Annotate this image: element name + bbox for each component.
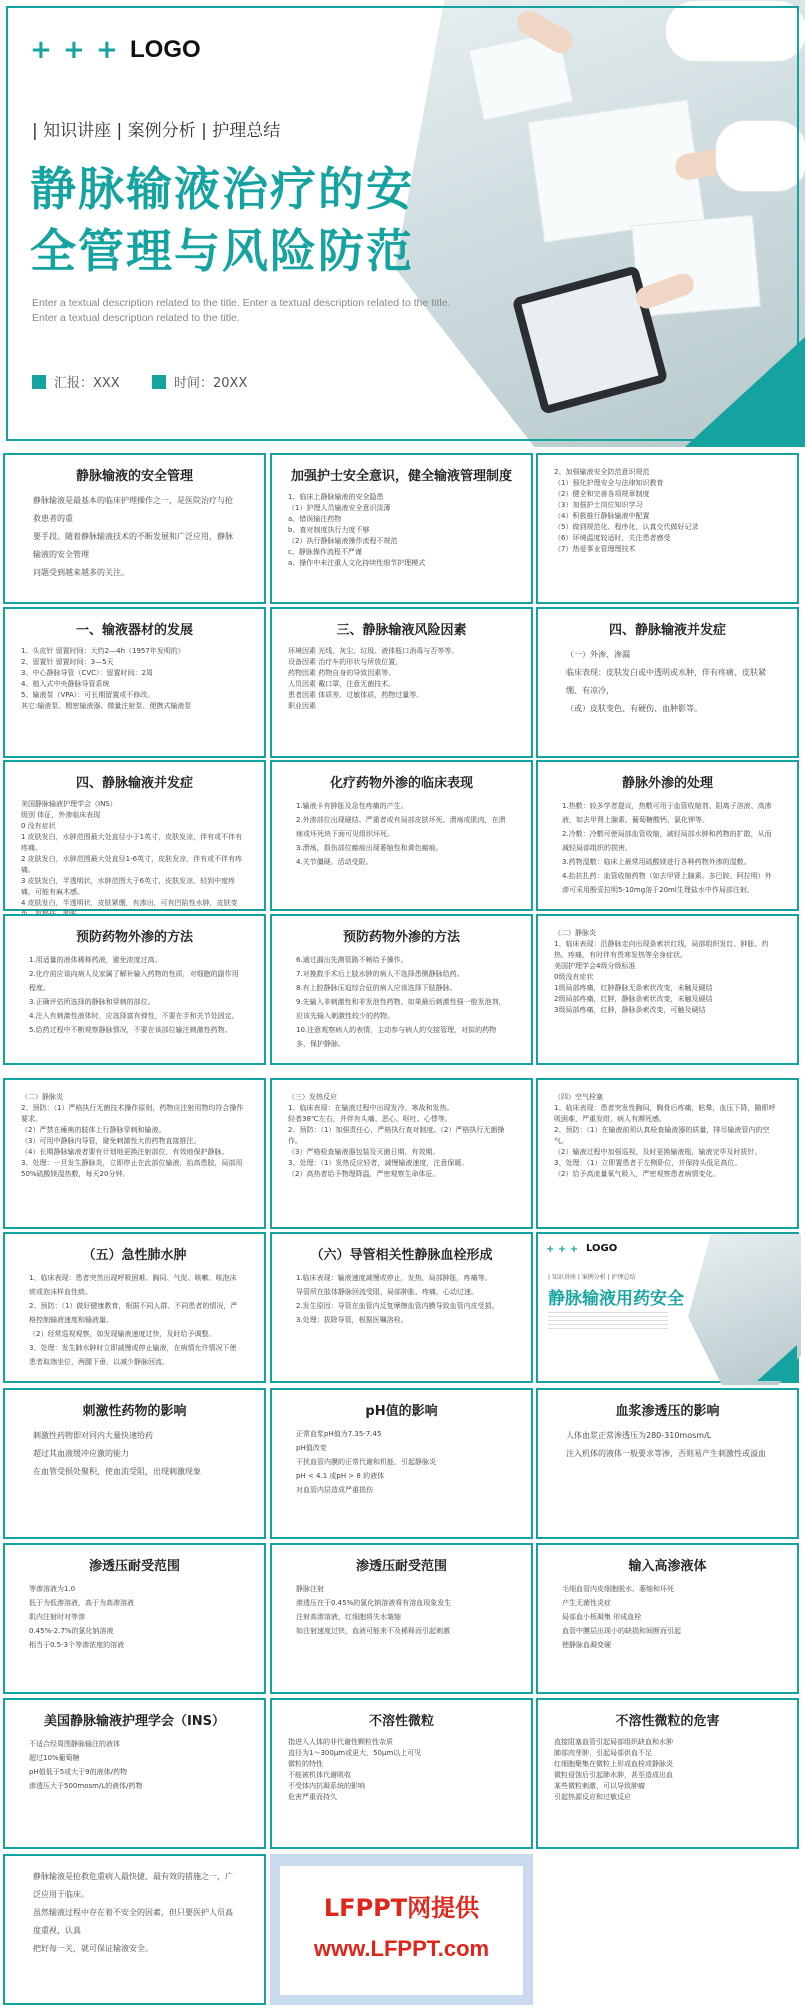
slide-text-line: 1、临床表现：沿静脉走向出现条索状红线，局部组织发红、肿胀、灼热、疼痛，有时伴有畏寒发热等全身症状。 <box>554 940 769 959</box>
slide-card <box>3 453 266 604</box>
slide-text-line: （5）做到规范化、程序化、认真交代做好记录 <box>554 523 699 531</box>
slide-text-line: 微粒侵蚀后引起肺水肿，甚至造成出血 <box>554 1771 673 1779</box>
slide-text-line: 3、处理：发生肺水肿时立即减慢或停止输液，在病情允许情况下使患者取端坐位，两腿下垂，以减少静脉回流。 <box>29 1344 237 1366</box>
mini-topic-tags: | 知识讲座 | 案例分析 | 护理总结 <box>548 1274 636 1281</box>
cover-slide <box>0 0 805 447</box>
slide-text-line: 微粒的特性 <box>288 1760 323 1768</box>
slide-text-line: 人体血浆正常渗透压为280-310mosm/L <box>566 1431 712 1440</box>
slide-text-line: a、错误输注药物 <box>288 515 342 523</box>
slide-card <box>3 1388 266 1539</box>
slide-text-line: 8.有上腔静脉压迫综合征的病人应该选择下肢静脉。 <box>296 984 457 992</box>
slide-text-line: 静脉输液是最基本的临床护理操作之一，是医院治疗与抢救患者的重 <box>33 496 233 523</box>
slide-body <box>538 1092 797 1180</box>
slide-text-line: 0级没有症状 <box>554 973 594 981</box>
slide-text-line: 肌内注射时对等渗 <box>29 1613 85 1621</box>
slide-text-line: 环境因素 光线、灰尘、垃圾、液体瓶口消毒与否等等。 <box>288 647 459 655</box>
slide-card <box>3 760 266 911</box>
slide-title: 静脉输液的安全管理 <box>75 469 193 484</box>
slide-text-line: 3、中心静脉导管（CVC）：留置时间：2周 <box>21 669 153 677</box>
slide-text-line: （2）严禁在瘫痪的肢体上行静脉穿刺和输液。 <box>21 1126 166 1134</box>
slide-text-line: 2、加强输液安全防范意识规范 <box>554 468 650 476</box>
slide-text-line: 2 皮肤发白，水肿范围最大处直径1-6英寸，皮肤发凉，伴有或不伴有疼痛。 <box>21 855 243 874</box>
slide-title: 四、静脉输液并发症 <box>608 623 726 638</box>
slide-title: 化疗药物外渗的临床表现 <box>329 776 473 791</box>
plus-icon: + <box>63 35 85 65</box>
slide-card <box>536 1543 799 1694</box>
promo-panel <box>280 1866 523 1995</box>
slide-text-line: 刺激性药物即对同内大量快速给药 <box>33 1431 153 1440</box>
slide-text-line: 5、输液泵（VPA）：可长期留置或不修改。 <box>21 691 155 699</box>
slide-body <box>5 1427 264 1481</box>
slide-text-line: 低于为低渗溶液，高于为高渗溶液 <box>29 1599 134 1607</box>
slide-text-line: （3）可用中静脉内导管，避免刺激性大的药物直接推注。 <box>21 1137 201 1145</box>
slide-text-line: （2）输液过程中加强巡视，及时更换输液瓶，输液完毕及时拔针。 <box>554 1148 762 1156</box>
page-title <box>30 158 470 282</box>
slide-text-line: （2）经常巡视观察，如发现输液速度过快，及时给予调整。 <box>29 1330 216 1338</box>
mini-cover-slide <box>536 1232 799 1383</box>
slide-text-line: （1）护理人员输液安全意识淡薄 <box>288 504 391 512</box>
slide-body <box>5 1737 264 1793</box>
promo-line-2[interactable]: www.LFPPT.com <box>313 1936 490 1961</box>
slide-text-line: 使静脉血凝变硬 <box>562 1641 611 1649</box>
slide-title: 渗透压耐受范围 <box>355 1559 447 1574</box>
slide-text-line: 3 皮肤发白，半透明状，水肿范围大于6英寸，皮肤发凉，轻到中度疼痛，可能有麻木感。 <box>21 877 236 896</box>
slide-text-line: 美国护理学会4级分级标准 <box>554 962 636 970</box>
slide-text-line: 患者因素 体质差、过敏体质，药物过量等。 <box>288 691 424 699</box>
slide-text-line: 1、临床表现：在输液过程中出现发冷、寒战和发热。 <box>288 1104 454 1112</box>
topic-tags: | 知识讲座 | 案例分析 | 护理总结 <box>32 121 281 141</box>
slide-card <box>3 1543 266 1694</box>
slide-text-line: 局部血小板凝集 形成血栓 <box>562 1613 642 1621</box>
slide-text-line: 危害严重而持久 <box>288 1793 337 1801</box>
slide-title: （五）急性肺水肿 <box>82 1248 187 1263</box>
slide-body <box>5 1092 264 1180</box>
slide-text-line: pH < 4.1 或pH > 8 的液体 <box>296 1472 385 1480</box>
slide-body <box>272 953 531 1051</box>
slide-title: 刺激性药物的影响 <box>82 1404 187 1419</box>
mini-title: 静脉输液用药安全 <box>548 1289 684 1309</box>
slide-text-line: 4.注入有刺激性液体时，应选择富有弹性，不要在手和关节处固定。 <box>29 1012 239 1020</box>
slide-text-line: 5.给药过程中不断观察静脉情况，不要在该部位输注刺激性药物。 <box>29 1026 232 1034</box>
slide-body <box>538 467 797 555</box>
slide-title: （六）导管相关性静脉血栓形成 <box>310 1248 493 1263</box>
slide-text-line: 1、临床表现：患者突发性胸闷，胸骨后疼痛，眩晕，血压下降，随即呼吸困难，严重发绀，病人有濒死感。 <box>554 1104 776 1123</box>
slide-text-line: 1、临床上静脉输液的安全隐患 <box>288 493 384 501</box>
slide-title: 不溶性微粒 <box>368 1714 434 1729</box>
slide-text-line: 指进入人体的非代谢性颗粒性杂质 <box>288 1738 393 1746</box>
slide-text-line: pH值低于5或大于9的液体/药物 <box>29 1768 127 1776</box>
slide-card <box>3 607 266 758</box>
slide-text-line: 2.冷敷：冷敷可使局部血管收缩，减轻局部水肿和药物的扩散，从而减轻局部组织的损害。 <box>562 830 772 852</box>
plus-icon: + + + <box>546 1244 579 1255</box>
slide-card <box>270 607 533 758</box>
slide-text-line: 0 没有症状 <box>21 822 56 830</box>
slide-body <box>538 1582 797 1652</box>
slide-card <box>3 1854 266 2005</box>
slide-body <box>272 1271 531 1327</box>
slide-title: 美国静脉输液护理学会（INS） <box>43 1714 226 1729</box>
slide-text-line: 1.输液卡有肿胀及急性疼痛的产生。 <box>296 802 408 810</box>
slide-text-line: 产生无菌性炎症 <box>562 1599 611 1607</box>
slide-text-line: 等渗溶液为1.0 <box>29 1585 76 1593</box>
slide-text-line: 2级局部疼痛，红肿，静脉条索状改变，未触及硬结 <box>554 995 713 1003</box>
slide-text-line: 1、头皮针 留置时间：大约2—4h（1957年发明的） <box>21 647 185 655</box>
slide-text-line: a、操作中未注重人文化持续性细节护理模式 <box>288 559 426 567</box>
slide-text-line: 正常血浆pH值为7.35-7.45 <box>296 1430 382 1438</box>
slide-text-line: （或）皮肤变色、有硬伤、血肿影等。 <box>566 704 702 713</box>
slide-body <box>5 953 264 1037</box>
slide-title: 静脉外渗的处理 <box>621 776 713 791</box>
slide-text-line: （1）强化护理安全与法律知识教育 <box>554 479 664 487</box>
slide-card <box>270 760 533 911</box>
slide-text-line: （4）长期静脉输液者要有计划地更换注射部位，有效地保护静脉。 <box>21 1148 229 1156</box>
slide-text-line: 6.通过漏出先测管路不畅给予操作。 <box>296 956 408 964</box>
slide-text-line: （二）静脉炎 <box>554 929 596 937</box>
title-line-2: 全管理与风险防范 <box>30 224 414 278</box>
slide-text-line: 2、预防：（1）做好健康教育，根据不同人群、不同患者的情况，严格控制输液速度和输液量。 <box>29 1302 238 1324</box>
slide-text-line: 渗透压大于500mosm/L的液体/药物 <box>29 1782 143 1790</box>
slide-card <box>270 1232 533 1383</box>
title-description: Enter a textual description related to the title. Enter a textual description related to the title. Enter a textual description related to the title. <box>32 297 451 324</box>
teal-corner-decoration <box>757 1345 797 1381</box>
slide-text-line: 其它:输液泵、精密输液器、微量注射泵、便携式输液泵 <box>21 702 192 710</box>
slide-card <box>536 914 799 1065</box>
slide-text-line: （2）高热者给予物理降温，严密观察生命体征。 <box>288 1170 440 1178</box>
slide-text-line: 1、临床表现：患者突然出现呼吸困难、胸闷、气促、咳嗽、咳泡沫痰或泡沫样血性痰。 <box>29 1274 237 1296</box>
slide-text-line: 问题受到越来越多的关注。 <box>33 568 129 577</box>
slide-body <box>538 1427 797 1463</box>
slide-text-line: 临床表现：皮肤发白或中透明或水肿，伴有疼痛、皮肤紧绷、有凉冷， <box>566 668 766 695</box>
slide-text-line: 渗透压在于0.45%的氯化钠溶液将有溶血现象发生 <box>296 1599 452 1607</box>
slide-card <box>3 1078 266 1229</box>
slide-text-line: 2、预防：（1）在输液前须认真检查输液器的质量，排尽输液管内的空气。 <box>554 1126 770 1145</box>
slide-body <box>272 1737 531 1803</box>
slide-title: 四、静脉输液并发症 <box>75 776 193 791</box>
slide-text-line: 2、预防：（1）严格执行无菌技术操作原则，药物应注射用物均符合操作要求。 <box>21 1104 244 1123</box>
slide-text-line: b、查对制度执行力度不够 <box>288 526 370 534</box>
slide-text-line: 静脉输液是抢救危重病人最快捷、最有效的措施之一，广泛应用于临床。 <box>33 1872 233 1899</box>
slide-text-line: 轻者38℃左右，并伴有头痛、恶心、呕吐、心悸等。 <box>288 1115 452 1123</box>
slide-text-line: （3）严格检查输液器包装及灭菌日期、有效期。 <box>288 1148 440 1156</box>
slide-text-line: pH值改变 <box>296 1444 327 1452</box>
slide-text-line: 职业因素 <box>288 702 316 710</box>
slide-text-line: 人员因素 戴口罩，注意无菌技术。 <box>288 680 396 688</box>
slide-text-line: 3、处理：（1）立即置患者于左侧卧位，并保持头低足高位。 <box>554 1159 742 1167</box>
mini-logo: LOGO <box>586 1243 618 1254</box>
slide-text-line: 注入机体的液体一般要求等渗，否则易产生刺激性或溢血 <box>566 1449 766 1458</box>
slide-text-line: 红细胞聚集在微粒上形成血栓或静脉炎 <box>554 1760 673 1768</box>
slide-text-line: 3、处理：一旦发生静脉炎，立即停止在此部位输液，抬高患肢，局部用50%硫酸镁湿热敷，每天20分钟。 <box>21 1159 243 1178</box>
slide-text-line: 1级局部疼痛，红肿静脉无条索状改变，未触及硬结 <box>554 984 713 992</box>
slide-card <box>270 1543 533 1694</box>
slide-body <box>538 799 797 897</box>
slide-title: 一、输液器材的发展 <box>75 623 193 638</box>
slide-text-line: 对血管内层造成严重损伤 <box>296 1486 373 1494</box>
slide-text-line: 相当于0.5-3个等渗浓度的溶液 <box>29 1641 125 1649</box>
plus-icon: + <box>30 35 52 65</box>
slide-body <box>538 928 797 1016</box>
slide-text-line: （2）给予高流量氧气吸入，严密观察患者病情变化。 <box>554 1170 720 1178</box>
slide-text-line: 超过10%葡萄糖 <box>29 1754 80 1762</box>
slide-text-line: 3、处理：（1）发热反应轻者，减慢输液速度，注意保暖。 <box>288 1159 469 1167</box>
slide-card <box>536 453 799 604</box>
slide-text-line: 虽然输液过程中存在着不安全的因素，但只要医护人员高度重视，认真 <box>33 1908 233 1935</box>
slide-text-line: （6）环境温度较适时，关注患者感受 <box>554 534 671 542</box>
slide-text-line: （7）热爱事业管理理技术 <box>554 545 636 553</box>
slide-text-line: 3.药物湿敷：临床上最常用硫酸镁进行各种药物外渗的湿敷。 <box>562 858 751 866</box>
slide-body <box>538 1737 797 1803</box>
slide-text-line: 血管中膜层出现小的缺损和间断而引起 <box>562 1627 681 1635</box>
slide-text-line: 7.对挽救手术后上肢水肿的病人不选择患侧静脉给药。 <box>296 970 464 978</box>
slide-body <box>5 492 264 582</box>
slide-body <box>5 1582 264 1652</box>
slide-title: 三、静脉输液风险因素 <box>336 623 467 638</box>
slide-text-line: 药物因素 药物自身的导致因素等。 <box>288 669 396 677</box>
slide-body <box>5 799 264 920</box>
slide-text-line: （2）执行静脉输液操作流程不规范 <box>288 537 398 545</box>
slide-text-line: 3.正确评估所选择的静脉和穿刺的部位。 <box>29 998 155 1006</box>
slide-text-line: （一）外渗、渗漏 <box>566 650 630 659</box>
slide-title: 预防药物外渗的方法 <box>342 930 460 945</box>
mini-description <box>548 1312 668 1330</box>
slide-card <box>3 1232 266 1383</box>
slide-card <box>536 760 799 911</box>
slide-text-line: 4.抬抗扎药：血管收缩药物（如去甲肾上腺素、多巴胺、阿拉明）外渗可采用酚妥拉明5-10mg溶于20ml生理盐水中作局部注射。 <box>562 872 772 894</box>
slide-text-line: 3.处理：拔除导管，根据医嘱溶栓。 <box>296 1316 408 1324</box>
slide-card <box>536 1078 799 1229</box>
slide-text-line: （3）加强护士岗位知识学习 <box>554 501 643 509</box>
slide-text-line: 如注射速度过快，血液可能来不及稀释而引起刺激 <box>296 1627 450 1635</box>
slide-text-line: c、静脉操作流程不严谨 <box>288 548 362 556</box>
slide-title: 渗透压耐受范围 <box>88 1559 180 1574</box>
slide-text-line: 不适合经周围静脉输注的液体 <box>29 1740 120 1748</box>
slide-text-line: 2.发生原因：导管在血管内反复摩擦血管内膜导致血管内皮受损。 <box>296 1302 499 1310</box>
slide-body <box>5 646 264 712</box>
square-icon <box>152 375 166 389</box>
slide-text-line: 0.45%-2.7%的氯化钠溶液 <box>29 1627 114 1635</box>
slide-text-line: （4）积极推行静脉输液中配置 <box>554 512 650 520</box>
slide-text-line: 2.化疗前应该向病人及家属了解补输入药物的性质，对细胞的副作用程度。 <box>29 970 239 992</box>
slide-text-line: 超过其血液缓冲应激的能力 <box>33 1449 129 1458</box>
square-icon <box>32 375 46 389</box>
slide-text-line: 直径为1～300μm或更大，50μm以上可见 <box>288 1749 422 1757</box>
promo-line-1: LFPPT网提供 <box>323 1894 480 1922</box>
slide-text-line: 导管所在肢体静脉回流受阻，局部肿胀、疼痛，心动过速。 <box>296 1288 478 1296</box>
slide-body <box>5 1868 264 1958</box>
slide-card <box>270 1698 533 1849</box>
slide-text-line: 9.先输入非刺激性和非发泡性药物，如果最后刺激性强一般发泡剂，应该先输入刺激性较少的药物。 <box>296 998 506 1020</box>
slide-text-line: 10.注意观察病人的表情，主动参与病人的交接管理，对拟的药物多，保护静脉。 <box>296 1026 497 1048</box>
slide-text-line: 级别 体征，外渗临床表现 <box>21 811 101 819</box>
slide-card <box>536 1388 799 1539</box>
slide-title: 不溶性微粒的危害 <box>615 1714 720 1729</box>
slide-text-line: 4 皮肤发白，半透明状，皮肤紧绷，有渗出，可有凹陷性水肿，皮肤变 <box>21 899 238 907</box>
slide-text-line: （四）空气栓塞 <box>554 1093 603 1101</box>
slide-title: 加强护士安全意识，健全输液管理制度 <box>290 469 512 484</box>
slide-body <box>272 492 531 569</box>
promo-slide <box>270 1854 533 2005</box>
slide-text-line: 1.用适量的液体稀释药液，避免浓度过高。 <box>29 956 162 964</box>
slide-text-line: （二）静脉炎 <box>21 1093 63 1101</box>
slide-text-line: （2）健全和完善各项规章制度 <box>554 490 650 498</box>
slide-text-line: 干扰血管内膜的正常代谢和机能，引起静脉炎 <box>296 1458 436 1466</box>
slide-card <box>3 914 266 1065</box>
slide-card <box>536 1698 799 1849</box>
time-label: 时间：20XX <box>152 372 247 391</box>
slide-text-line: 1.热敷：较多学者提议，热敷可用于血管收缩剂、阳离子溶液、高渗液，如去甲肾上腺素、葡萄糖酸钙、氯化钾等。 <box>562 802 772 824</box>
logo: LOGO <box>130 36 201 63</box>
slide-card <box>270 914 533 1065</box>
slide-card <box>270 453 533 604</box>
slide-title: 输入高渗液体 <box>628 1559 707 1574</box>
slide-card <box>536 607 799 758</box>
slide-text-line: 1.临床表现：输液速度减慢或停止，发热，局部肿胀，疼痛等。 <box>296 1274 492 1282</box>
slide-text-line: 肺部肉芽肿，引起局部供血不足 <box>554 1749 652 1757</box>
slide-text-line: 要手段。随着静脉输液技术的不断发展和广泛应用，静脉输液的安全管理 <box>33 532 233 559</box>
slide-title: 预防药物外渗的方法 <box>75 930 193 945</box>
slide-card <box>3 1698 266 1849</box>
slide-card <box>270 1388 533 1539</box>
slide-text-line: 4、植入式中央静脉导管系统 <box>21 680 110 688</box>
slide-body <box>272 1092 531 1180</box>
slide-text-line: 3级局部疼痛，红肿，静脉条索改变，可触及硬结 <box>554 1006 706 1014</box>
slide-title: 血浆渗透压的影响 <box>615 1404 720 1419</box>
slide-body <box>5 1271 264 1369</box>
slide-text-line: 不受体内抗凝系统的影响 <box>288 1782 365 1790</box>
slide-text-line: 1 皮肤发白，水肿范围最大处直径小于1英寸，皮肤发凉，伴有或不伴有疼痛。 <box>21 833 243 852</box>
slide-text-line: 某些微粒刺激，可以导致肿瘤 <box>554 1782 645 1790</box>
slide-body <box>272 1427 531 1497</box>
plus-icon: + <box>96 35 118 65</box>
slide-text-line: 2、预防：（1）加强责任心，严格执行查对制度。（2）严格执行无菌操作。 <box>288 1126 505 1145</box>
slide-card <box>270 1078 533 1229</box>
slide-text-line: 静脉注射 <box>296 1585 324 1593</box>
reporter-label: 汇报：XXX <box>32 372 120 391</box>
slide-text-line: 2.外渗部位出现硬结、严重者或有局部皮肤坏死、溃疡或肌肉，在溃疡或坏死块下面可见组织坏死。 <box>296 816 506 838</box>
slide-text-line: 美国静脉输液护理学会（INS） <box>21 800 117 808</box>
title-line-1: 静脉输液治疗的安 <box>30 162 414 216</box>
slide-text-line: 3.溃疡，损伤部位瘢痕出现萎缩性和黄色瘢痕。 <box>296 844 443 852</box>
slide-text-line: 在血管受损处聚积，使血流受阻，出现刺激现象 <box>33 1467 201 1476</box>
slide-text-line: 不能被机体代谢吸收 <box>288 1771 351 1779</box>
slide-text-line: 注射高渗溶液，红细胞将失水皱缩 <box>296 1613 401 1621</box>
slide-text-line: 把好每一关，就可保证输液安全。 <box>33 1944 153 1953</box>
slide-body <box>272 1582 531 1638</box>
slide-text-line: 4.关节僵硬、活动受限。 <box>296 858 373 866</box>
slide-body <box>272 646 531 712</box>
slide-text-line: 设备因素 治疗车的形状与所放位置， <box>288 658 403 666</box>
slide-title: pH值的影响 <box>365 1404 438 1419</box>
slide-text-line: 2、留置针 留置时间：3—5天 <box>21 658 114 666</box>
slide-body <box>272 799 531 869</box>
slide-text-line: （三）发热反应 <box>288 1093 337 1101</box>
slide-text-line: 直接阻塞血管引起局部组织缺血和水肿 <box>554 1738 673 1746</box>
slide-text-line: 引起热源反应和过敏反应 <box>554 1793 631 1801</box>
slide-text-line: 毛细血管内皮细胞脱水、萎缩和坏死 <box>562 1585 674 1593</box>
slide-body <box>538 646 797 718</box>
